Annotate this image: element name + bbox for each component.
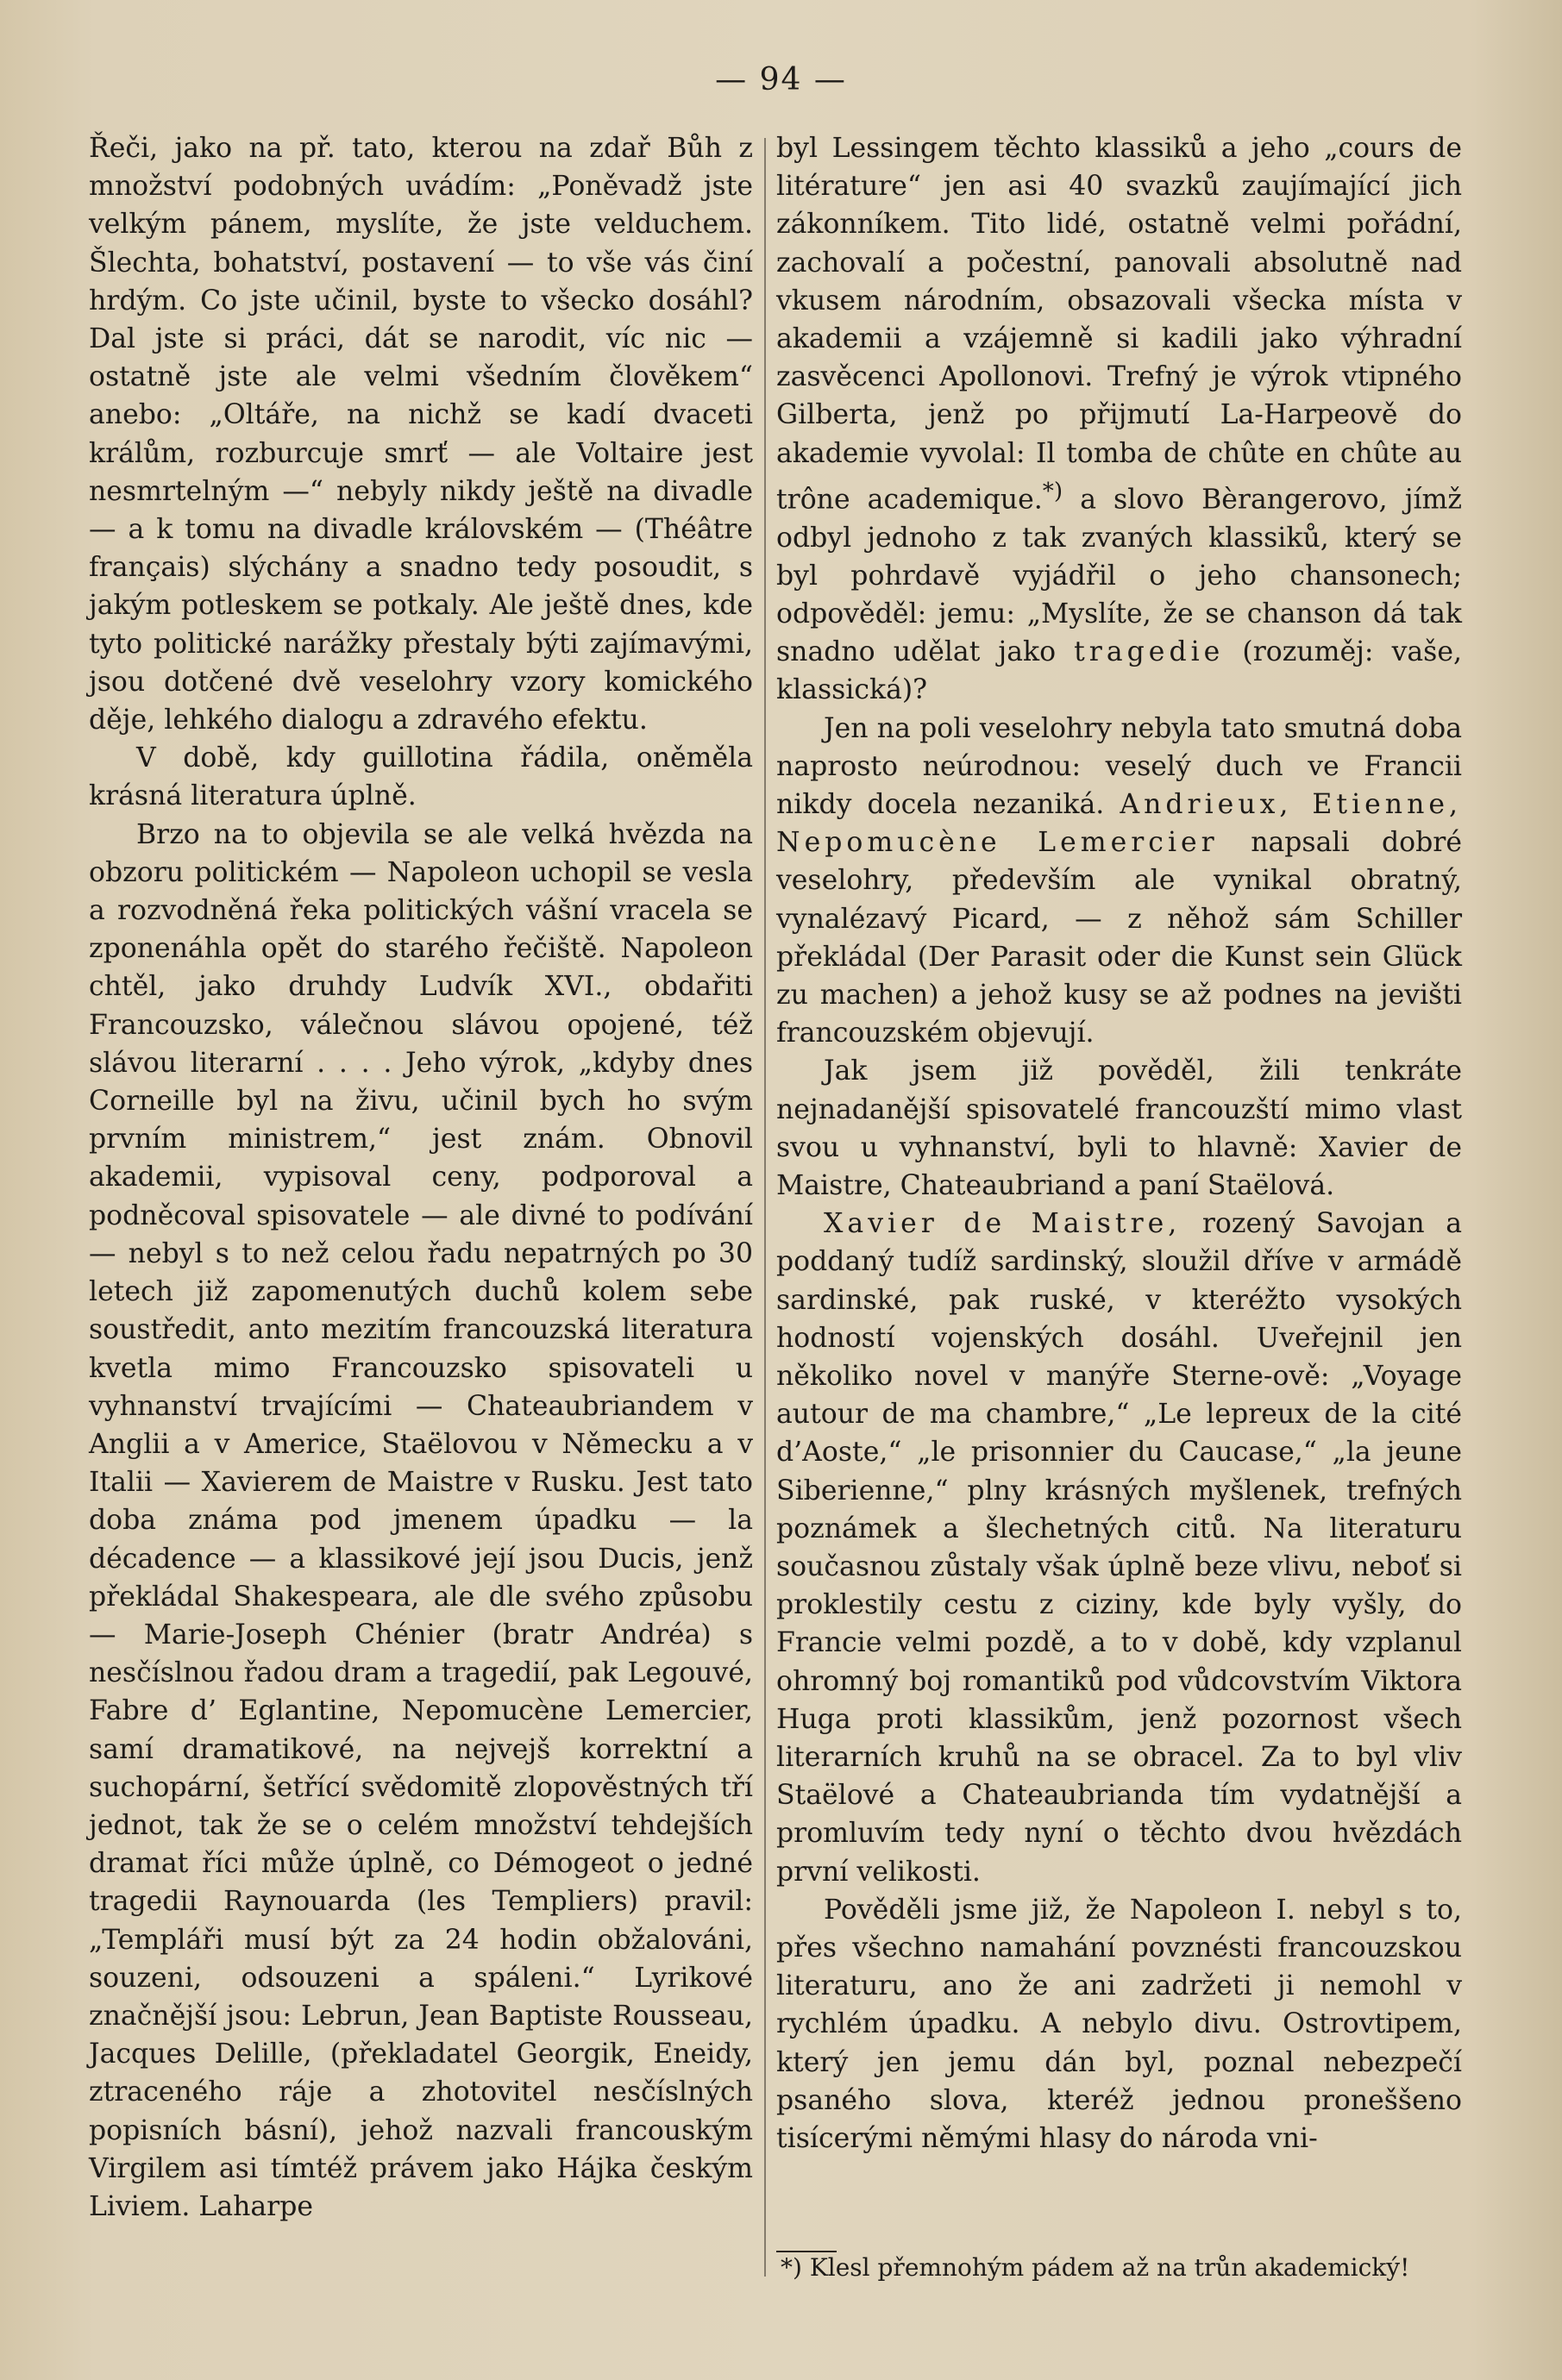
paragraph: [776, 129, 1462, 710]
spaced-names: Andrieux, Etienne, Nepomucène Lemercier: [776, 788, 1463, 859]
footnote-mark: *): [781, 2253, 802, 2282]
text-run: byl Lessingem těchto klassiků a jeho „cours de litérature“ jen asi 40 svazků zaujímající jich zákonníkem. Tito lidé, ostatně velmi pořádní, zachovalí a počestní, panovali absolutně nad vkusem národním, obsazovali všecka místa v akademii a vzájemně si kadili jako výhradní zasvěcenci Apollonovi. Trefný je výrok vtipného Gilberta, jenž po přijmutí La-Harpeově do akademie vyvolal:: [776, 133, 1462, 469]
paragraph: [776, 1205, 1462, 1891]
footnote-text: Klesl přemnohým pádem až na trůn akademický!: [809, 2253, 1410, 2282]
paragraph: Pověděli jsme již, že Napoleon I. nebyl s to, přes všechno namahání povznésti francouzskou literaturu, ano že ani zadržeti ji nemohl v rychlém úpadku. A nebylo divu. Ostrovtipem, který jen jemu dán byl, poznal nebezpečí psaného slova, kteréž jednou proneššeno tisícerými němými hlasy do národa vni-: [776, 1894, 1462, 2155]
text-run: (rozuměj: vaše, klassická)?: [776, 636, 1462, 706]
footnote-reference: *): [1042, 478, 1063, 504]
paragraph: Jak jsem již pověděl, žili tenkráte nejnadanější spisovatelé francouzští mimo vlast svou u vyhnanství, byli to hlavně: Xavier de Maistre, Chateaubriand a paní Staëlová.: [776, 1055, 1462, 1201]
spaced-word: tragedie: [1074, 636, 1225, 668]
text-run: Jen na poli veselohry nebyla tato smutná doba naprosto neúrodnou: veselý duch ve Francii nikdy docela nezaniká.: [776, 712, 1462, 820]
paragraph: [776, 710, 1462, 1053]
right-column: [776, 129, 1462, 2158]
page-number: — 94 —: [715, 62, 847, 97]
french-quote: Il tomba de chûte en chûte au trône academique.: [776, 437, 1463, 516]
column-divider: [764, 138, 766, 2277]
paragraph: Brzo na to objevila se ale velká hvězda na obzoru politickém — Napoleon uchopil se vesla a rozvodněná řeka politických vášní vracela se zponenáhla opět do starého řečiště. Napoleon chtěl, jako druhdy Ludvík XVI., obdařiti Francouzsko, válečnou slávou opojené, též slávou literarní . . . . Jeho výrok, „kdyby dnes Corneille byl na živu, učinil bych ho svým prvním ministrem,“ jest znám. Obnovil akademii, vypisoval ceny, podporoval a podněcoval spisovatele — ale divné to podívání — nebyl s to než celou řadu nepatrných po 30 letech již zapomenutých duchů kolem sebe soustředit, anto mezitím francouzská literatura kvetla mimo Francouzsko spisovateli u vyhnanství trvajícími — Chateaubriandem v Anglii a v Americe, Staëlovou v Německu a v Italii — Xavierem de Maistre v Rusku. Jest tato doba známa pod jmenem úpadku — la décadence — a klassikové její jsou Ducis, jenž překládal Shakespeara, ale dle svého způsobu — Marie-Joseph Chénier (bratr Andréa) s nesčíslnou řadou dram a tragedií, pak Legouvé, Fabre d’ Eglantine, Nepomucène Lemercier, samí dramatikové, na nejvejš korrektní a suchopární, šetřící svědomitě zlopověstných tří jednot, tak že se o celém množství tehdejších dramat říci může úplně, co Démogeot o jedné tragedii Raynouarda (les Templiers) pravil: „Templáři musí být za 24 hodin obžalováni, souzeni, odsouzeni a spáleni.“ Lyrikové značnější jsou: Lebrun, Jean Baptiste Rousseau, Jacques Delille, (překladatel Georgik, Eneidy, ztraceného ráje a zhotovitel nesčíslných popisních básní), jehož nazvali francouským Virgilem asi tímtéž právem jako Hájka českým Liviem. Laharpe: [89, 818, 753, 2222]
spaced-name: Xavier de Maistre,: [824, 1208, 1182, 1240]
paragraph: Řeči, jako na př. tato, kterou na zdař Bůh z množství podobných uvádím: „Poněvadž jste velkým pánem, myslíte, že jste velduchem. Šlechta, bohatství, postavení — to vše vás činí hrdým. Co jste učinil, byste to všecko dosáhl? Dal jste si práci, dát se narodit, víc nic — ostatně jste ale velmi všedním člověkem“ anebo: „Oltáře, na nichž se kadí dvaceti králům, rozburcuje smrť — ale Voltaire jest nesmrtelným —“ nebyly nikdy ještě na divadle — a k tomu na divadle královském — (Théâtre français) slýchány a snadno tedy posoudit, s jakým potleskem se potkaly. Ale ještě dnes, kde tyto politické narážky přestaly býti zajímavými, jsou dotčené dvě veselohry vzory komického děje, lehkého dialogu a zdravého efektu.: [89, 133, 753, 736]
text-run: rozený Savojan a poddaný tudíž sardinský, sloužil dříve v armádě sardinské, pak ruské, v kteréžto vysokých hodností vojenských dosáhl. Uveřejnil jen několiko novel v manýře Sterne-ově: „Voyage autour de ma chambre,“ „Le lepreux de la cité d’Aoste,“ „le prisonnier du Caucase,“ „la jeune Siberienne,“ plny krásných myšlenek, trefných poznámek a šlechetných citů. Na literaturu současnou zůstaly však úplně beze vlivu, neboť si proklestily cestu z ciziny, kde byly vyšly, do Francie velmi pozdě, a to v době, kdy vzplanul ohromný boj romantiků pod vůdcovstvím Viktora Huga proti klassikům, jenž pozornost všech literarních kruhů na se obracel. Za to byl vliv Staëlové a Chateaubrianda tím vydatnější a promluvím tedy nyní o těchto dvou hvězdách první velikosti.: [776, 1208, 1462, 1888]
paragraph: V době, kdy guillotina řádila, oněměla krásná literatura úplně.: [89, 742, 753, 812]
footnote: [781, 2252, 1462, 2283]
text-run: napsali dobré veselohry, především ale vynikal obratný, vynalézavý Picard, — z něhož sám Schiller překládal (Der Parasit oder die Kunst sein Glück zu machen) a jehož kusy se až podnes na jevišti francouzském objevují.: [776, 827, 1462, 1049]
left-column: [89, 129, 753, 2226]
text-run: a slovo Bèrangerovo, jímž odbyl jednoho z tak zvaných klassiků, který se byl pohrdavě vyjádřil o jeho chansonech; odpověděl: jemu: „Myslíte, že se chanson dá tak snadno udělat jako: [776, 484, 1462, 668]
